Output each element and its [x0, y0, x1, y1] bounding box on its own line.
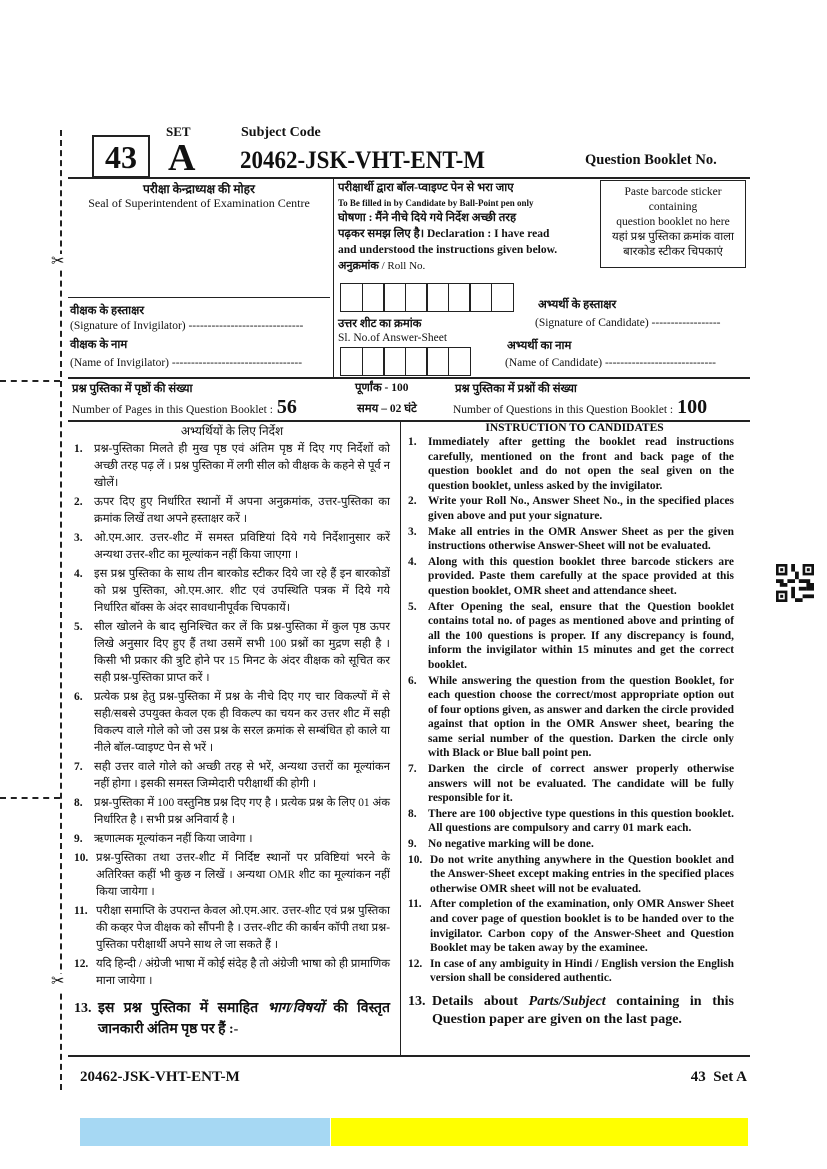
item-number: 11.: [74, 905, 88, 917]
item-number: 3.: [408, 525, 417, 538]
item-number: 13.: [74, 1001, 92, 1016]
item-text: Do not write anything anywhere in the Question booklet and the Answer-Sheet except making entries in the specified places otherwise OMR sheet will not be evaluated.: [430, 853, 734, 895]
item-number: 10.: [74, 852, 89, 864]
hindi-instruction-item: [74, 903, 390, 954]
hindi-instructions-title: अभ्यर्थियों के लिए निर्देश: [180, 424, 284, 438]
seal-english: Seal of Superintendent of Examination Centre: [88, 196, 310, 210]
questions-row: [453, 396, 707, 421]
pages-label: Number of Pages in this Question Booklet :: [72, 404, 273, 416]
set-number-box: 43: [92, 135, 150, 178]
barcode-sticker-area: [600, 180, 746, 268]
item-text: While answering the question from the question Booklet, for each question choose the correct/most appropriate option out of four options given, as answer and darken the circle provided against that option in the OMR Answer sheet, bearing the same serial number of the question. Darken the circle only with Black or Blue ball point pen.: [428, 674, 734, 760]
fill-english: To Be filled in by Candidate by Ball-Point pen only: [338, 198, 534, 208]
column-divider: [400, 421, 401, 1055]
item-number: 7.: [74, 761, 83, 773]
item-text: प्रश्न-पुस्तिका तथा उत्तर-शीट में निर्दिष्ट स्थानों पर प्रविष्टियां भरने के अतिरिक्त कहीं भी कुछ न लिखें । अन्यथा OMR शीट का मूल्यांकन नहीं किया जायेगा ।: [96, 852, 390, 898]
item-number: 9.: [408, 838, 417, 851]
yellow-bar: [331, 1118, 748, 1146]
roll-label-english: / Roll No.: [381, 260, 426, 272]
answer-sheet-label-hindi: उत्तर शीट का क्रमांक: [338, 318, 422, 330]
item-text: सही उत्तर वाले गोले को अच्छी तरह से भरें, अन्यथा उत्तरों का मूल्यांकन नहीं होगा । इसकी समस्त जिम्मेदारी परीक्षार्थी की होगी ।: [94, 761, 390, 790]
item-text: प्रश्न-पुस्तिका में 100 वस्तुनिष्ठ प्रश्न दिए गए है । प्रत्येक प्रश्न के लिए 01 अंक निर्धारित है । सभी प्रश्न अनिवार्य है ।: [94, 797, 390, 826]
declaration-english: Declaration : I have read: [427, 228, 550, 240]
total-marks: पूर्णांक - 100: [355, 382, 409, 394]
invigilator-sign-hindi: वीक्षक के हस्ताक्षर: [70, 305, 145, 317]
hindi-instruction-item: [74, 759, 390, 793]
item-number: 6.: [74, 691, 83, 703]
item-text: ओ.एम.आर. उत्तर-शीट में समस्त प्रविष्टियां दिये गये निर्देशानुसार करें अन्यथा उत्तर-शीट का मूल्यांकन नहीं किया जाएगा ।: [94, 532, 390, 561]
item-number: 4.: [74, 568, 83, 580]
item-number: 2.: [408, 495, 417, 508]
english-instruction-item: [408, 674, 734, 762]
english-item-13: [408, 993, 734, 1029]
hindi-instruction-item: [74, 566, 390, 617]
english-instruction-item: [408, 494, 734, 523]
candidate-signature-field[interactable]: (Signature of Candidate) ------------------: [535, 317, 721, 329]
seal-hindi: परीक्षा केन्द्राध्यक्ष की मोहर: [143, 182, 255, 196]
english-instruction-item: [408, 897, 734, 955]
item-text: containing in this Question paper are given on the last page.: [432, 993, 734, 1027]
item-text: No negative marking will be done.: [428, 838, 594, 851]
invigilator-name-hindi: वीक्षक के नाम: [70, 339, 128, 351]
barcode-text: containing: [648, 201, 698, 213]
item-number: 10.: [408, 853, 423, 866]
item-number: 8.: [408, 807, 417, 820]
item-text: After completion of the examination, only OMR Answer Sheet and cover page of question booklet is to be handed over to the invigilator. Carbon copy of the Answer-Sheet and Question Booklet may be taken away by the examinee.: [430, 898, 734, 955]
hindi-instruction-item: [74, 795, 390, 829]
item-number: 1.: [408, 436, 417, 448]
answer-sheet-label-english: Sl. No.of Answer-Sheet: [338, 332, 448, 344]
item-text: In case of any ambiguity in Hindi / English version the English version shall be considered authentic.: [430, 957, 734, 985]
hindi-instruction-item: [74, 619, 390, 687]
booklet-no-label: Question Booklet No.: [585, 152, 717, 168]
questions-hindi: प्रश्न पुस्तिका में प्रश्नों की संख्या: [455, 383, 577, 395]
item-text: परीक्षा समाप्ति के उपरान्त केवल ओ.एम.आर. उत्तर-शीट एवं प्रश्न पुस्तिका की कव्हर पेज वीक्षक को सौंपनी है । उत्तर-शीट की कार्बन कॉपी तथा प्रश्न-पुस्तिका परीक्षार्थी अपने साथ ले जा सकते हैं ।: [96, 905, 390, 951]
item-number: 9.: [74, 833, 83, 845]
cut-mark: [0, 797, 60, 799]
candidate-name-field[interactable]: (Name of Candidate) -----------------------------: [505, 357, 717, 369]
item-number: 7.: [408, 763, 417, 776]
invigilator-signature-field[interactable]: (Signature of Invigilator) ------------------------------: [70, 320, 304, 332]
declaration-hindi-2: पढ़कर समझ लिए है।: [338, 228, 425, 240]
item-number: 5.: [408, 600, 417, 613]
seal-label: [68, 182, 330, 210]
candidate-sign-hindi: अभ्यर्थी के हस्ताक्षर: [538, 299, 617, 311]
item-text: Along with this question booklet three barcode stickers are provided. Paste them carefully at the space provided at this question booklet, OMR sheet and attendance sheet.: [428, 555, 734, 597]
item-text: ऊपर दिए हुए निर्धारित स्थानों में अपना अनुक्रमांक, उत्तर-पुस्तिका का क्रमांक लिखें तथा अपने हस्ताक्षर करें ।: [94, 496, 390, 525]
hindi-instruction-item: [74, 530, 390, 564]
declaration-english-2: and understood the instructions given below.: [338, 244, 558, 256]
item-number: 8.: [74, 797, 83, 809]
item-text: Details about: [432, 993, 529, 1009]
set-letter: A: [168, 137, 196, 179]
candidate-name-hindi: अभ्यर्थी का नाम: [507, 340, 572, 352]
hindi-item-13: [74, 998, 390, 1040]
barcode-text: question booklet no here: [616, 216, 730, 228]
item-text: इस प्रश्न पुस्तिका में समाहित: [98, 1001, 268, 1016]
time-duration: समय – 02 घंटे: [357, 403, 417, 415]
hindi-instruction-item: [74, 441, 390, 492]
pages-count: 56: [276, 396, 297, 418]
item-text: की विस्तृत जानकारी अंतिम पृष्ठ पर हैं :-: [98, 1001, 390, 1037]
invigilator-name-field[interactable]: (Name of Invigilator) ----------------------------------: [70, 357, 303, 369]
divider: [68, 1055, 750, 1057]
english-instruction-item: [408, 762, 734, 806]
english-instruction-item: [408, 600, 734, 673]
item-text: Immediately after getting the booklet read instructions carefully, mentioned on the front and back page of the question booklet and do not open the seal given on the question booklet, unless asked by the invigilator.: [428, 436, 734, 492]
scissors-icon: ✂: [51, 254, 67, 270]
item-number: 3.: [74, 532, 83, 544]
hindi-instruction-item: [74, 831, 390, 848]
item-text: प्रत्येक प्रश्न हेतु प्रश्न-पुस्तिका में प्रश्न के नीचे दिए गए चार विकल्पों में से सही/सबसे उपयुक्त केवल एक ही विकल्प का चयन कर उत्तर शीट में सही विकल्प वाले गोले को जो उस प्रश्न के सरल क्रमांक से सम्बंधित हो काले या नीले बॉल-प्वाइण्ट पेन से भरें ।: [94, 691, 390, 754]
questions-label: Number of Questions in this Question Booklet :: [453, 404, 674, 416]
cut-line: [60, 130, 62, 1090]
english-instruction-item: [408, 957, 734, 986]
item-number: 2.: [74, 496, 83, 508]
item-text: Make all entries in the OMR Answer Sheet as per the given instructions otherwise Answer-Sheet will not be evaluated.: [428, 525, 734, 553]
scissors-icon: ✂: [51, 974, 67, 990]
divider: [68, 377, 750, 379]
declaration-hindi: घोषणा : मैंने नीचे दिये गये निर्देश अच्छी तरह: [338, 212, 517, 224]
item-number: 13.: [408, 993, 426, 1009]
english-instruction-item: [408, 435, 734, 493]
item-number: 1.: [74, 443, 83, 455]
item-number: 4.: [408, 555, 417, 568]
english-instruction-item: [408, 555, 734, 599]
item-text: इस प्रश्न पुस्तिका के साथ तीन बारकोड स्टीकर दिये जा रहे हैं इन बारकोडों को प्रश्न पुस्तिका, ओ.एम.आर. शीट एवं उपस्थिति पत्रक में दिये गये निर्धारित बॉक्स के अंदर सावधानीपूर्वक चिपकायें।: [94, 568, 390, 614]
item-emphasis: Parts/Subject: [528, 993, 606, 1009]
item-number: 12.: [408, 957, 423, 970]
item-text: Darken the circle of correct answer properly otherwise answers will not be evaluated. The candidate will be fully responsible for it.: [428, 763, 734, 805]
item-text: There are 100 objective type questions in this question booklet. All questions are compulsory and carry 01 mark each.: [428, 807, 734, 835]
item-emphasis: भाग/विषयों: [267, 1001, 324, 1016]
english-instructions: [408, 435, 734, 1030]
subject-code-label: Subject Code: [241, 125, 321, 140]
pages-row: [72, 396, 297, 421]
item-number: 12.: [74, 958, 89, 970]
english-instruction-item: [408, 837, 734, 852]
hindi-instruction-item: [74, 689, 390, 757]
footer-subject-code: 20462-JSK-VHT-ENT-M: [80, 1069, 240, 1085]
item-text: ऋणात्मक मूल्यांकन नहीं किया जावेगा ।: [94, 833, 253, 845]
pages-hindi: प्रश्न पुस्तिका में पृष्ठों की संख्या: [72, 383, 193, 395]
divider: [68, 177, 750, 179]
blue-bar: [80, 1118, 330, 1146]
answer-sheet-number-boxes[interactable]: [340, 347, 469, 376]
fill-hindi: परीक्षार्थी द्वारा बॉल-प्वाइण्ट पेन से भरा जाए: [338, 182, 514, 194]
set-label: SET: [166, 124, 191, 139]
questions-count: 100: [677, 396, 708, 418]
item-text: प्रश्न-पुस्तिका मिलते ही मुख पृष्ठ एवं अंतिम पृष्ठ में दिए गए निर्देशों को अच्छी तरह पढ़ लें । प्रश्न पुस्तिका में लगी सील को वीक्षक के कहने से पूर्व न खोलें।: [94, 443, 390, 489]
cut-mark: [0, 380, 60, 382]
item-text: यदि हिन्दी / अंग्रेजी भाषा में कोई संदेह है तो अंग्रेजी भाषा को ही प्रामाणिक माना जायेगा ।: [96, 958, 390, 987]
english-instruction-item: [408, 525, 734, 554]
barcode-text: बारकोड स्टीकर चिपकाएं: [623, 246, 723, 258]
hindi-instruction-item: [74, 956, 390, 990]
roll-label-hindi: अनुक्रमांक: [338, 260, 379, 272]
qr-code-icon: [776, 563, 814, 603]
item-text: After Opening the seal, ensure that the Question booklet contains total no. of pages as mentioned above and printing of all the 100 questions is proper. If any discrepancy is found, inform the invigilator within 15 minutes and get the correct booklet.: [428, 600, 734, 671]
item-number: 11.: [408, 898, 422, 911]
divider: [68, 297, 330, 298]
hindi-instruction-item: [74, 850, 390, 901]
barcode-text: यहां प्रश्न पुस्तिका क्रमांक वाला: [612, 231, 734, 243]
hindi-instruction-item: [74, 494, 390, 528]
item-number: 5.: [74, 621, 83, 633]
candidate-declaration: [338, 180, 596, 280]
hindi-instructions: [74, 441, 390, 1042]
footer-set: 43 Set A: [690, 1069, 747, 1085]
roll-number-boxes[interactable]: [340, 283, 512, 312]
english-instruction-item: [408, 853, 734, 897]
item-number: 6.: [408, 674, 417, 687]
item-text: Write your Roll No., Answer Sheet No., in the specified places given above and put your signature.: [428, 495, 734, 522]
subject-code: 20462-JSK-VHT-ENT-M: [240, 147, 485, 174]
english-instruction-item: [408, 807, 734, 836]
divider: [333, 178, 334, 378]
english-instructions-title: INSTRUCTION TO CANDIDATES: [485, 422, 664, 434]
item-text: सील खोलने के बाद सुनिश्चित कर लें कि प्रश्न-पुस्तिका में कुल पृष्ठ ऊपर लिखे अनुसार दिए हुए हैं तथा उसमें सभी 100 प्रश्नों का मुद्रण सही है । किसी भी प्रकार की त्रुटि होने पर 15 मिनट के अंदर वीक्षक को सूचित कर सही प्रश्न-पुस्तिका प्राप्त करें ।: [94, 621, 390, 684]
barcode-text: Paste barcode sticker: [624, 186, 722, 198]
